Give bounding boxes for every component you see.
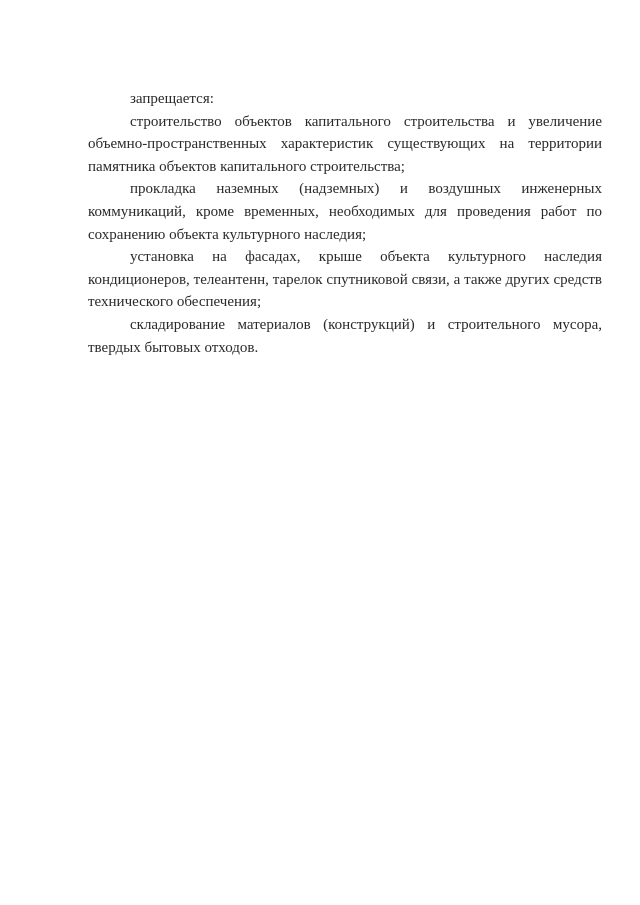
paragraph-prohibited-header: запрещается: xyxy=(130,91,214,107)
paragraph-facade-equipment: установка на фасадах, крыше объекта культурного наследия кондиционеров, телеантенн, тарелок спутниковой связи, а также других средств технического обеспечения; xyxy=(88,249,602,311)
paragraph-communications: прокладка наземных (надземных) и воздушных инженерных коммуникаций, кроме временных, необходимых для проведения работ по сохранению объекта культурного наследия; xyxy=(88,181,602,243)
paragraph-construction: строительство объектов капитального строительства и увеличение объемно-пространственных характеристик существующих на территории памятника объектов капитального строительства; xyxy=(88,113,602,175)
document-body xyxy=(88,88,602,359)
paragraph-storage-waste: складирование материалов (конструкций) и строительного мусора, твердых бытовых отходов. xyxy=(88,316,602,356)
